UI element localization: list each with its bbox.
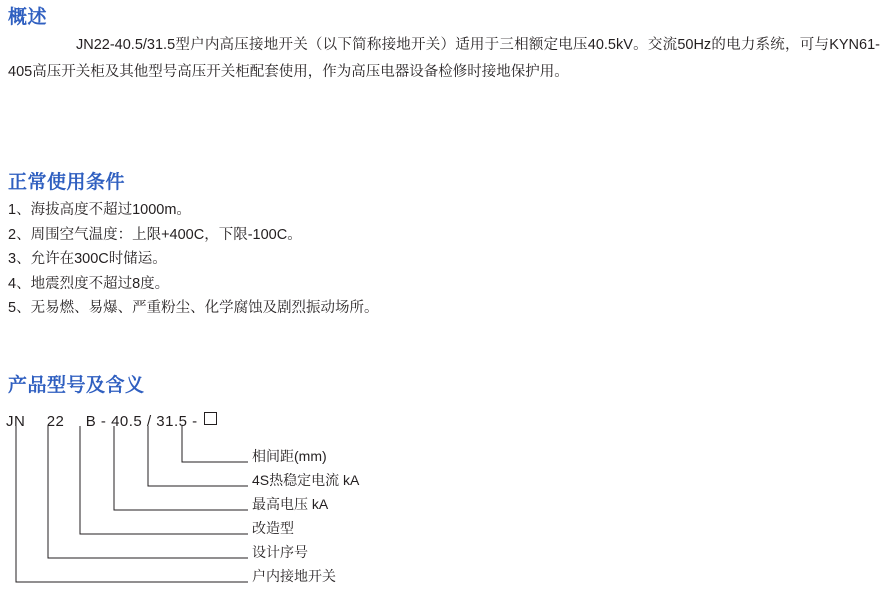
code-token-dash1: - <box>100 413 107 430</box>
list-item: 1、海拔高度不超过1000m。 <box>8 202 191 218</box>
leader-line-2 <box>148 426 248 486</box>
legend-label-phase-distance: 相间距(mm) <box>252 448 327 464</box>
code-token-405: 40.5 <box>111 413 143 430</box>
code-token-315: 31.5 <box>156 413 188 430</box>
overview-heading: 概述 <box>8 7 48 28</box>
legend-label-modified-type: 改造型 <box>252 520 294 536</box>
code-token-b: B <box>85 413 97 430</box>
legend-label-max-voltage: 最高电压 kA <box>252 496 329 512</box>
legend-label-design-serial: 设计序号 <box>252 544 308 560</box>
list-item: 5、无易燃、易爆、严重粉尘、化学腐蚀及剧烈振动场所。 <box>8 300 379 316</box>
code-token-slash: / <box>146 413 152 430</box>
legend-label-indoor-earthing-switch: 户内接地开关 <box>252 568 336 584</box>
leader-line-4 <box>80 426 248 534</box>
code-token-22: 22 <box>46 413 65 430</box>
code-token-dash2: - <box>192 413 198 430</box>
model-heading: 产品型号及含义 <box>8 375 145 396</box>
code-token-jn: JN <box>6 413 26 430</box>
model-leader-diagram <box>0 424 890 600</box>
list-item: 4、地震烈度不超过8度。 <box>8 275 170 292</box>
leader-line-1 <box>182 426 248 462</box>
overview-paragraph: JN22-40.5/31.5型户内高压接地开关（以下简称接地开关）适用于三相额定电压40.5kV。交流50Hz的电力系统，可与KYN61-405高压开关柜及其他型号高压开关柜配套使用，作为高压电器设备检修时接地保护用。 <box>8 37 880 80</box>
list-item: 3、允许在300C时储运。 <box>8 251 167 267</box>
leader-line-3 <box>114 426 248 510</box>
conditions-list <box>8 198 608 321</box>
conditions-heading: 正常使用条件 <box>8 172 126 193</box>
list-item: 2、周围空气温度：上限+400C，下限-100C。 <box>8 226 302 243</box>
legend-label-thermal-current: 4S热稳定电流 kA <box>252 472 360 488</box>
